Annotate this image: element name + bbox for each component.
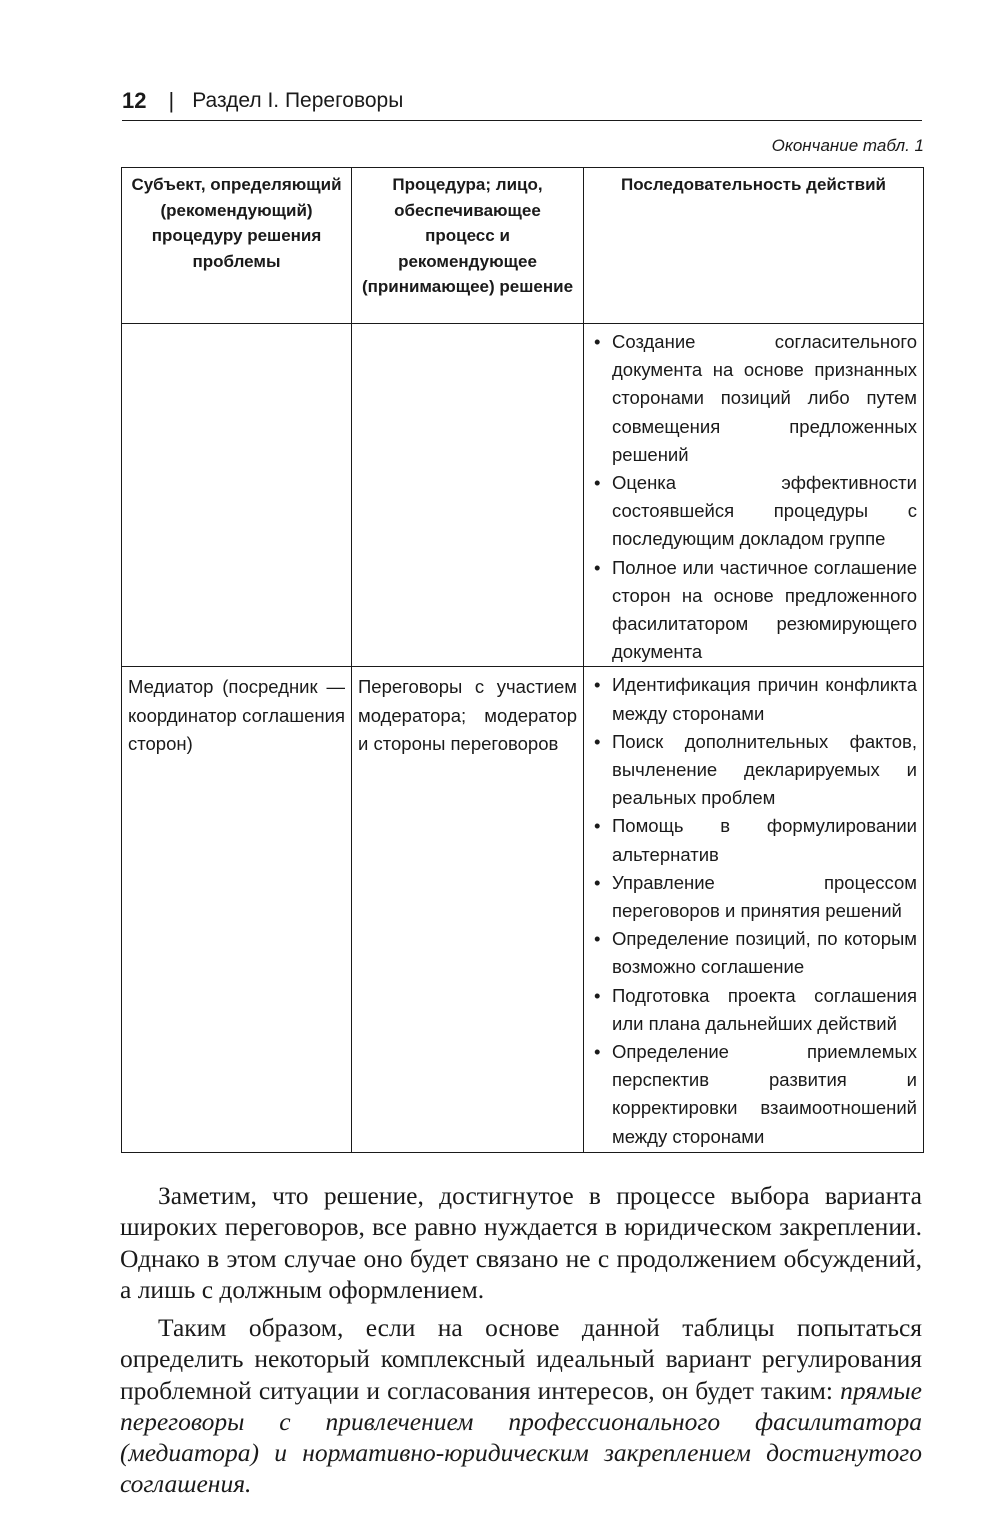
action-text: Полное или частичное соглашение сторон на основе предложенного фасилитатором резюмирующего документа [612, 556, 917, 663]
bullet-icon: • [594, 871, 601, 893]
list-item [590, 812, 917, 868]
row2-actions-cell [584, 667, 924, 1153]
bullet-icon: • [594, 815, 601, 837]
paragraph-2-lead: Таким образом, если на основе данной таблицы попытаться определить некоторый комплексный идеальный вариант регулирования проблемной ситуации и согласования интересов, он будет таким: [120, 1313, 922, 1405]
body-paragraph-1: Заметим, что решение, достигнутое в процессе выбора варианта широких переговоров, все равно нуждается в юридическом закреплении. Однако в этом случае оно будет связано не с продолжением обсуждений, а лишь с должным оформлением. [120, 1181, 922, 1304]
list-item [590, 1038, 917, 1151]
table-row [122, 324, 924, 667]
bullet-icon: • [594, 928, 601, 950]
header-actions [584, 168, 924, 324]
table-header-row [122, 168, 924, 324]
bullet-icon: • [594, 472, 601, 494]
row1-procedure [358, 324, 577, 330]
page-number: 12 [122, 88, 147, 113]
list-item [590, 469, 917, 554]
header-actions-text: Последовательность действий [621, 175, 886, 194]
action-text: Подготовка проекта соглашения или плана дальнейших действий [612, 984, 917, 1034]
bullet-icon: • [594, 674, 601, 696]
body-paragraph-2 [120, 1312, 922, 1500]
action-text: Определение приемлемых перспектив развития и корректировки взаимоотношений между сторонами [612, 1041, 917, 1147]
header-procedure-text: Процедура; лицо, обеспечивающее процесс и рекомендующее (принимающее) решение [361, 175, 574, 297]
row1-subject-cell [122, 324, 352, 667]
bullet-icon: • [594, 556, 601, 578]
bullet-icon: • [594, 1041, 601, 1063]
header-subject-text: Субъект, определяющий (рекомендующий) процедуру решения проблемы [131, 175, 342, 271]
row2-subject: Медиатор (посредник — координатор соглашения сторон) [128, 676, 345, 754]
action-text: Идентификация причин конфликта между сторонами [612, 674, 917, 724]
list-item [590, 554, 917, 667]
bullet-icon: • [594, 331, 601, 352]
action-text: Поиск дополнительных фактов, вычленение декларируемых и реальных проблем [612, 730, 917, 809]
header-procedure [352, 168, 584, 324]
action-text: Оценка эффективности состоявшейся процедуры с последующим докладом группе [612, 472, 917, 550]
action-text: Помощь в формулировании альтернатив [612, 815, 917, 865]
header-rule [122, 120, 922, 121]
bullet-icon: • [594, 984, 601, 1006]
row1-subject [128, 324, 345, 330]
table-row [122, 667, 924, 1153]
list-item [590, 925, 917, 981]
list-item [590, 671, 917, 727]
list-item [590, 982, 917, 1038]
row2-procedure-cell [352, 667, 584, 1153]
running-head [122, 84, 922, 118]
table-continuation-label: Окончание табл. 1 [771, 136, 924, 155]
list-item [590, 869, 917, 925]
list-item [590, 328, 917, 469]
row2-actions-list [590, 667, 917, 1150]
procedures-table [121, 167, 924, 1153]
section-title: Раздел I. Переговоры [192, 89, 404, 112]
bullet-icon: • [594, 730, 601, 752]
header-subject [122, 168, 352, 324]
action-text: Определение позиций, по которым возможно соглашение [612, 928, 917, 978]
header-separator: | [168, 88, 175, 113]
action-text: Управление процессом переговоров и принятия решений [612, 871, 917, 922]
paragraph-2-emphasis: прямые переговоры с привлечением профессионального фасилитатора (медиатора) и нормативно-юридическим закреплением достигнутого соглашения. [120, 1375, 922, 1499]
row1-actions-list [590, 324, 917, 666]
row2-subject-cell [122, 667, 352, 1153]
list-item [590, 728, 917, 813]
action-text: Создание согласительного документа на основе признанных сторонами позиций либо путем совмещения предложенных решений [612, 331, 917, 465]
row2-procedure: Переговоры с участием модератора; модератор и стороны переговоров [358, 676, 577, 754]
row1-procedure-cell [352, 324, 584, 667]
row1-actions-cell [584, 324, 924, 667]
